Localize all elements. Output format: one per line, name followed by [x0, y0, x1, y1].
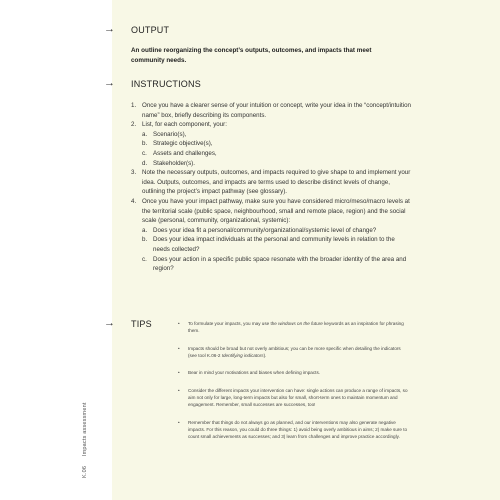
- subitem-text: Stakeholder(s).: [153, 159, 195, 167]
- subitem-letter: a.: [142, 226, 148, 234]
- instruction-number: 1.: [131, 102, 137, 109]
- instruction-subitem: [131, 235, 411, 254]
- output-description: An outline reorganizing the concept’s outputs, outcomes, and impacts that meet community needs.: [131, 47, 372, 64]
- instruction-number: 2.: [131, 121, 137, 129]
- instruction-text: Note the necessary outputs, outcomes, and impacts required to give shape to and implement your idea. Outputs, outcomes, and impacts are terms used to describe distinct levels of change, outlining the project’s impact pathway (see glossary).: [142, 169, 411, 196]
- output-arrow-icon: →: [104, 23, 115, 35]
- instruction-item: [131, 168, 411, 197]
- instruction-item: [131, 197, 411, 226]
- instruction-subitem: [131, 139, 411, 149]
- subitem-text: Does your action in a specific public space resonate with the broader identity of the area and region?: [153, 255, 407, 273]
- instruction-item: [131, 120, 411, 130]
- side-label-code: K.06: [82, 465, 88, 478]
- instruction-subitem: [131, 130, 411, 140]
- tip-text: Bear in mind your motivations and biases when defining impacts.: [188, 370, 321, 376]
- tip-item: [178, 320, 410, 334]
- subitem-letter: d.: [142, 159, 148, 167]
- subitem-text: Strategic objective(s),: [153, 140, 213, 148]
- instruction-subitem: [131, 255, 411, 274]
- bullet-icon: •: [178, 387, 180, 393]
- subitem-letter: b.: [142, 236, 148, 244]
- instruction-subitem: [131, 149, 411, 159]
- bullet-icon: •: [178, 345, 180, 351]
- instructions-arrow-icon: →: [104, 77, 115, 89]
- subitem-text: Does your idea impact individuals at the personal and community levels in relation to the needs collected?: [153, 236, 395, 253]
- instruction-subitem: [131, 226, 411, 236]
- instruction-text: Once you have a clearer sense of your intuition or concept, write your idea in the “concept/intuition name” box, briefly describing its components.: [142, 102, 411, 119]
- subitem-text: Does your idea fit a personal/community/organizational/systemic level of change?: [153, 226, 377, 234]
- tip-item: [178, 369, 410, 376]
- instructions-heading: INSTRUCTIONS: [131, 79, 201, 89]
- instruction-text: List, for each component, your:: [142, 121, 227, 129]
- instruction-item: [131, 101, 411, 120]
- instructions-list: [131, 101, 411, 274]
- side-label: [82, 394, 88, 478]
- subitem-letter: b.: [142, 140, 148, 148]
- tip-item: [178, 345, 410, 359]
- bullet-icon: •: [178, 321, 180, 326]
- instruction-number: 4.: [131, 197, 137, 205]
- bullet-icon: •: [178, 419, 180, 425]
- left-margin: [0, 0, 112, 500]
- tip-text: Consider the different impacts your intervention can have: single actions can produce a range of impacts, so aim not only for large, long-term impacts but also for small, short-term ones to maintain momentum and engagement. Remember, small successes are successes, too!: [188, 387, 408, 408]
- subitem-letter: a.: [142, 130, 148, 138]
- tip-item: [178, 419, 410, 440]
- instruction-text: Once you have your impact pathway, make sure you have considered micro/meso/macro levels at the territorial scale (public space, neighbourhood, small and remote place, region) and the social scale (personal, community, organizational, systemic):: [142, 197, 410, 225]
- tip-item: [178, 387, 410, 408]
- tip-text: Remember that things do not always go as planned, and our interventions may also generate negative impacts. For this reason, you could do three things: 1) avoid being overly ambitious in aims; 2) make sure to count small achievements as successes; and 3) learn from challenges and improve practice accordingly.: [188, 419, 408, 439]
- subitem-letter: c.: [142, 255, 147, 263]
- tips-heading: TIPS: [131, 319, 152, 329]
- subitem-letter: c.: [142, 149, 147, 157]
- tip-text: To formulate your impacts, you may use the windows on the future keywords as an inspiration for phrasing them.: [188, 321, 404, 334]
- instruction-subitem: [131, 159, 411, 169]
- tip-text: Impacts should be broad but not overly ambitious; you can be more specific when detailing the indicators (see tool K.06-2 Identifying indicators).: [188, 345, 401, 358]
- subitem-text: Scenario(s),: [153, 130, 187, 138]
- side-label-title: Impacts assessment: [82, 402, 88, 457]
- output-heading: OUTPUT: [131, 25, 170, 35]
- subitem-text: Assets and challenges,: [153, 149, 217, 157]
- bullet-icon: •: [178, 370, 180, 376]
- instruction-number: 3.: [131, 169, 137, 177]
- tips-arrow-icon: →: [104, 317, 115, 329]
- tips-list: [178, 320, 410, 451]
